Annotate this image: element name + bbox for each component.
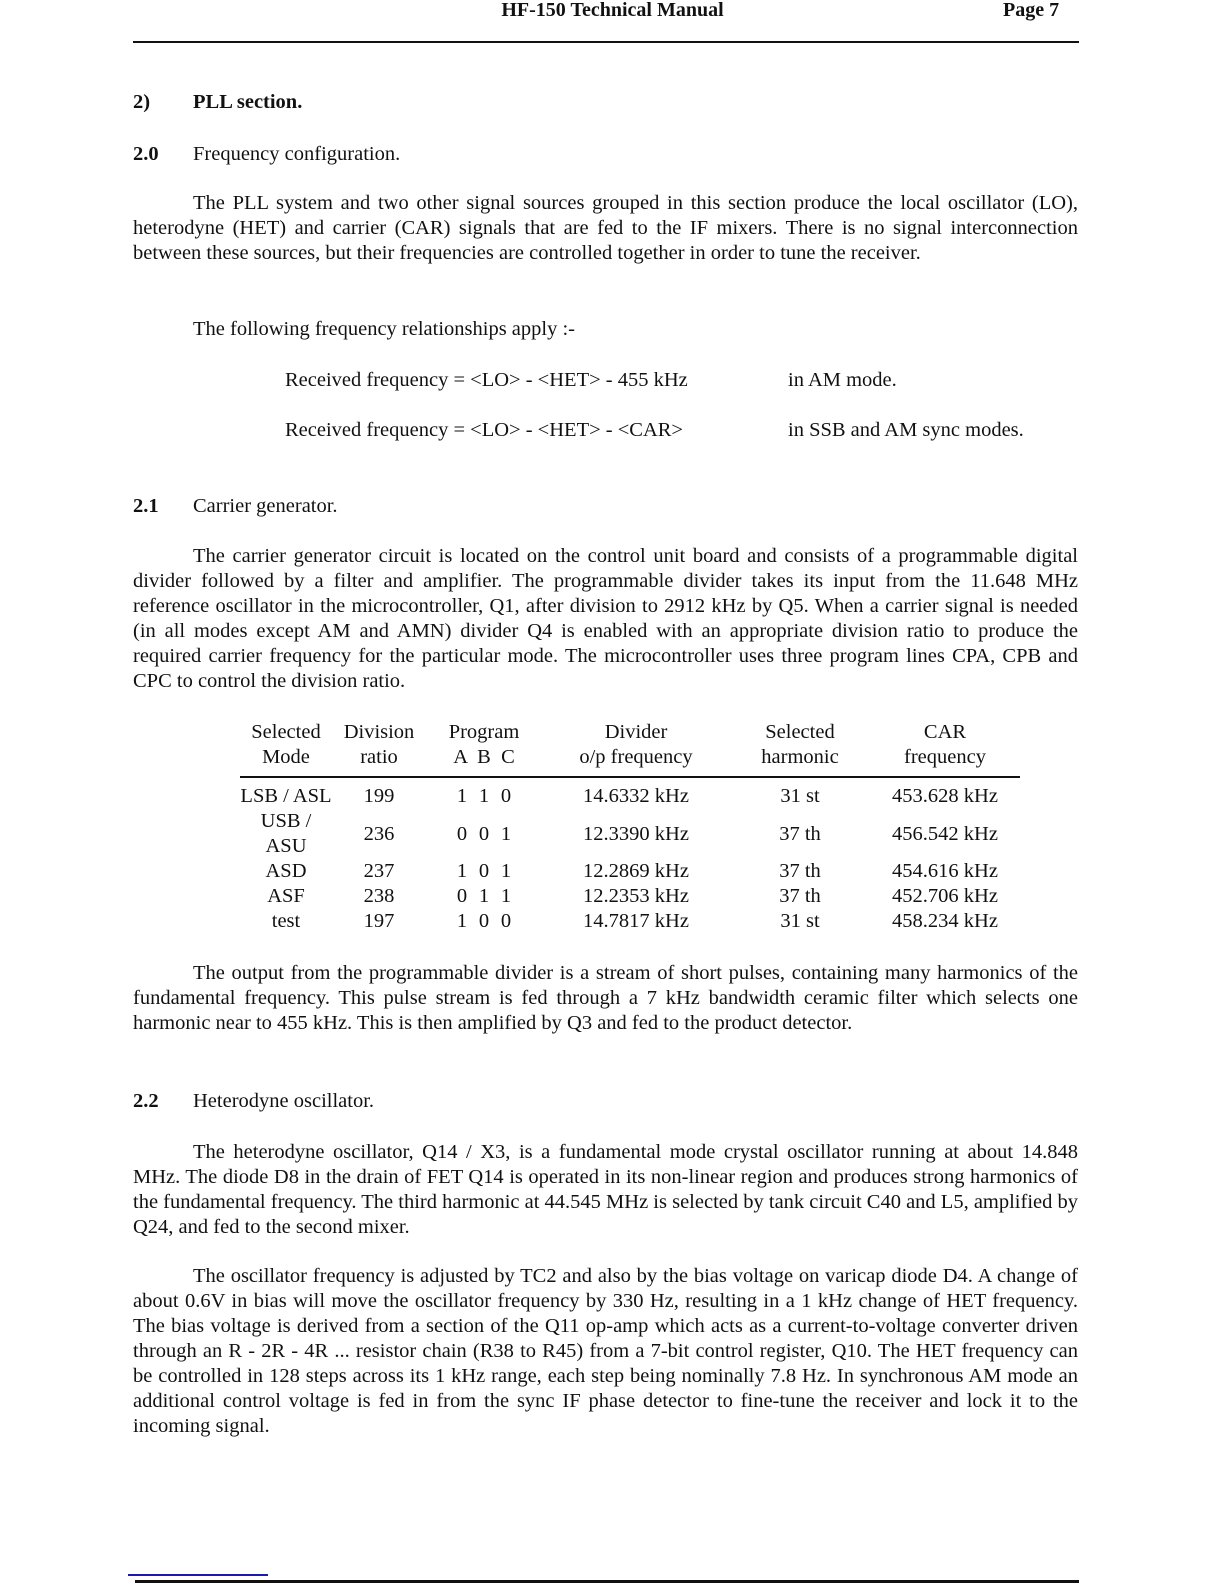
cell-car-frequency: 452.706 kHz [892, 885, 998, 907]
paragraph-text: The PLL system and two other signal sources grouped in this section produce the local oscillator (LO), heterodyne (HET) and carrier (CAR) signals that are fed to the IF mixers. There is no signal interconnection between these sources, but their frequencies are controlled together in order to tune the receiver. [133, 192, 1078, 264]
bit-b: 1 [478, 785, 490, 807]
cell-divider-frequency: 12.3390 kHz [583, 822, 689, 845]
bit-c: 1 [500, 860, 512, 882]
table-row [240, 884, 1020, 909]
carrier-table [240, 720, 1020, 934]
header-line: harmonic [761, 746, 839, 768]
header-line: Division [343, 721, 415, 743]
bit-c: 0 [500, 785, 512, 807]
header-car-frequency [870, 720, 1020, 777]
paragraph-oscillator-frequency [133, 1264, 1078, 1439]
cell-harmonic: 31 st [780, 910, 820, 932]
table-row [240, 859, 1020, 884]
cell-mode: LSB / ASL [240, 785, 332, 807]
header-selected-harmonic [730, 720, 870, 777]
paragraph-heterodyne-oscillator [133, 1140, 1078, 1240]
cell-divider-frequency: 14.6332 kHz [583, 785, 689, 807]
cell-car-frequency: 456.542 kHz [892, 822, 998, 845]
cell-program [426, 859, 542, 884]
bit-b: 0 [478, 910, 490, 932]
paragraph-text: The heterodyne oscillator, Q14 / X3, is a fundamental mode crystal oscillator running at about 14.848 MHz. The diode D8 in the drain of FET Q14 is operated in its non-linear region and produces strong harmonics of the fundamental frequency. The third harmonic at 44.545 MHz is selected by tank circuit C40 and L5, amplified by Q24, and fed to the second mixer. [133, 1141, 1079, 1238]
bit-a: 1 [456, 910, 468, 932]
bit-c: 1 [500, 822, 512, 845]
paragraph-text: The following frequency relationships apply :- [193, 318, 575, 340]
relation-ssb-note: in SSB and AM sync modes. [788, 419, 1024, 441]
header-line: CAR [923, 721, 967, 743]
cell-harmonic: 31 st [780, 785, 820, 807]
section-2-0-title: Frequency configuration. [193, 143, 401, 165]
paragraph-text: The output from the programmable divider is a stream of short pulses, containing many harmonics of the fundamental frequency. This pulse stream is fed through a 7 kHz bandwidth ceramic filter which selects one harmonic near to 455 kHz. This is then amplified by Q3 and fed to the product detector. [133, 962, 1078, 1034]
paragraph-text: The carrier generator circuit is located on the control unit board and consists of a programmable digital divider followed by a filter and amplifier. The programmable divider takes its input from the 11.648 MHz reference oscillator in the microcontroller, Q1, after division to 2912 kHz by Q5. When a carrier signal is needed (in all modes except AM and AMN) divider Q4 is enabled with an appropriate division ratio to produce the required carrier frequency for the particular mode. The microcontroller uses three program lines CPA, CPB and CPC to control the division ratio. [133, 545, 1078, 692]
cell-mode: ASD [265, 860, 307, 882]
header-line: Divider [604, 721, 668, 743]
cell-car-frequency: 458.234 kHz [892, 910, 998, 932]
bit-c: 0 [500, 910, 512, 932]
cell-program [426, 909, 542, 934]
header-line: Selected [765, 721, 835, 743]
header-line: ratio [360, 746, 398, 768]
table-row [240, 909, 1020, 934]
header-selected-mode [240, 720, 332, 777]
paragraph-text: The oscillator frequency is adjusted by TC2 and also by the bias voltage on varicap diode D4. A change of about 0.6V in bias will move the oscillator frequency by 330 Hz, resulting in a 1 kHz change of HET frequency. The bias voltage is derived from a section of the Q11 op-amp which acts as a current-to-voltage converter driven through an R - 2R - 4R ... resistor chain (R38 to R45) from a 7-bit control register, Q10. The HET frequency can be controlled in 128 steps across its 1 kHz range, each step being nominally 7.8 Hz. In synchronous AM mode an additional control voltage is fed in from the sync IF phase detector to fine-tune the receiver and lock it to the incoming signal. [133, 1265, 1078, 1437]
footer-rule [135, 1580, 1079, 1583]
cell-mode: ASF [267, 885, 305, 907]
cell-harmonic: 37 th [779, 860, 821, 882]
cell-harmonic: 37 th [779, 822, 821, 845]
cell-ratio: 237 [363, 860, 395, 882]
document-title: HF-150 Technical Manual [501, 0, 724, 21]
header-division-ratio [332, 720, 426, 777]
header-line: Program [448, 721, 520, 743]
section-2-0-number: 2.0 [133, 143, 159, 165]
bit-a: 0 [456, 822, 468, 845]
header-line: Selected [251, 721, 321, 743]
relation-am-formula: Received frequency = <LO> - <HET> - 455 kHz [285, 369, 688, 391]
cell-divider-frequency: 12.2869 kHz [583, 860, 689, 882]
bit-b: 0 [478, 860, 490, 882]
cell-program [426, 777, 542, 809]
section-2-1-title: Carrier generator. [193, 495, 338, 517]
header-line: frequency [904, 746, 986, 768]
header-line: Mode [262, 746, 310, 768]
bit-c: 1 [500, 885, 512, 907]
header-line: o/p frequency [579, 746, 693, 768]
bit-a: 1 [456, 785, 468, 807]
header-program [426, 720, 542, 777]
table-row [240, 809, 1020, 859]
paragraph-divider-output [133, 961, 1078, 1036]
footer-blue-rule [128, 1574, 268, 1576]
header-rule [133, 41, 1079, 43]
cell-program [426, 884, 542, 909]
table-header-row [240, 720, 1020, 777]
paragraph-relationships-intro [133, 317, 1078, 342]
section-2-2-number: 2.2 [133, 1090, 159, 1112]
page-number: Page 7 [1003, 0, 1060, 21]
bit-a: 1 [456, 860, 468, 882]
table-row [240, 777, 1020, 809]
cell-harmonic: 37 th [779, 885, 821, 907]
paragraph-frequency-config [133, 191, 1078, 266]
cell-mode: test [271, 910, 301, 932]
section-2-1-number: 2.1 [133, 495, 159, 517]
paragraph-carrier-generator [133, 544, 1078, 694]
cell-divider-frequency: 12.2353 kHz [583, 885, 689, 907]
cell-mode: USB / ASU [260, 810, 312, 857]
bit-b: 0 [478, 822, 490, 845]
cell-car-frequency: 453.628 kHz [892, 785, 998, 807]
cell-car-frequency: 454.616 kHz [892, 860, 998, 882]
cell-program [426, 809, 542, 859]
cell-ratio: 236 [363, 822, 395, 845]
cell-divider-frequency: 14.7817 kHz [583, 910, 689, 932]
relation-am-note: in AM mode. [788, 369, 897, 391]
bit-b: 1 [478, 885, 490, 907]
section-2-number: 2) [133, 91, 151, 113]
header-line: A B C [453, 746, 515, 768]
cell-ratio: 197 [363, 910, 395, 932]
relation-ssb-formula: Received frequency = <LO> - <HET> - <CAR> [285, 419, 683, 441]
section-2-2-title: Heterodyne oscillator. [193, 1090, 375, 1112]
header-divider-frequency [542, 720, 730, 777]
cell-ratio: 238 [363, 885, 395, 907]
bit-a: 0 [456, 885, 468, 907]
cell-ratio: 199 [363, 785, 395, 807]
section-2-title: PLL section. [193, 91, 303, 113]
